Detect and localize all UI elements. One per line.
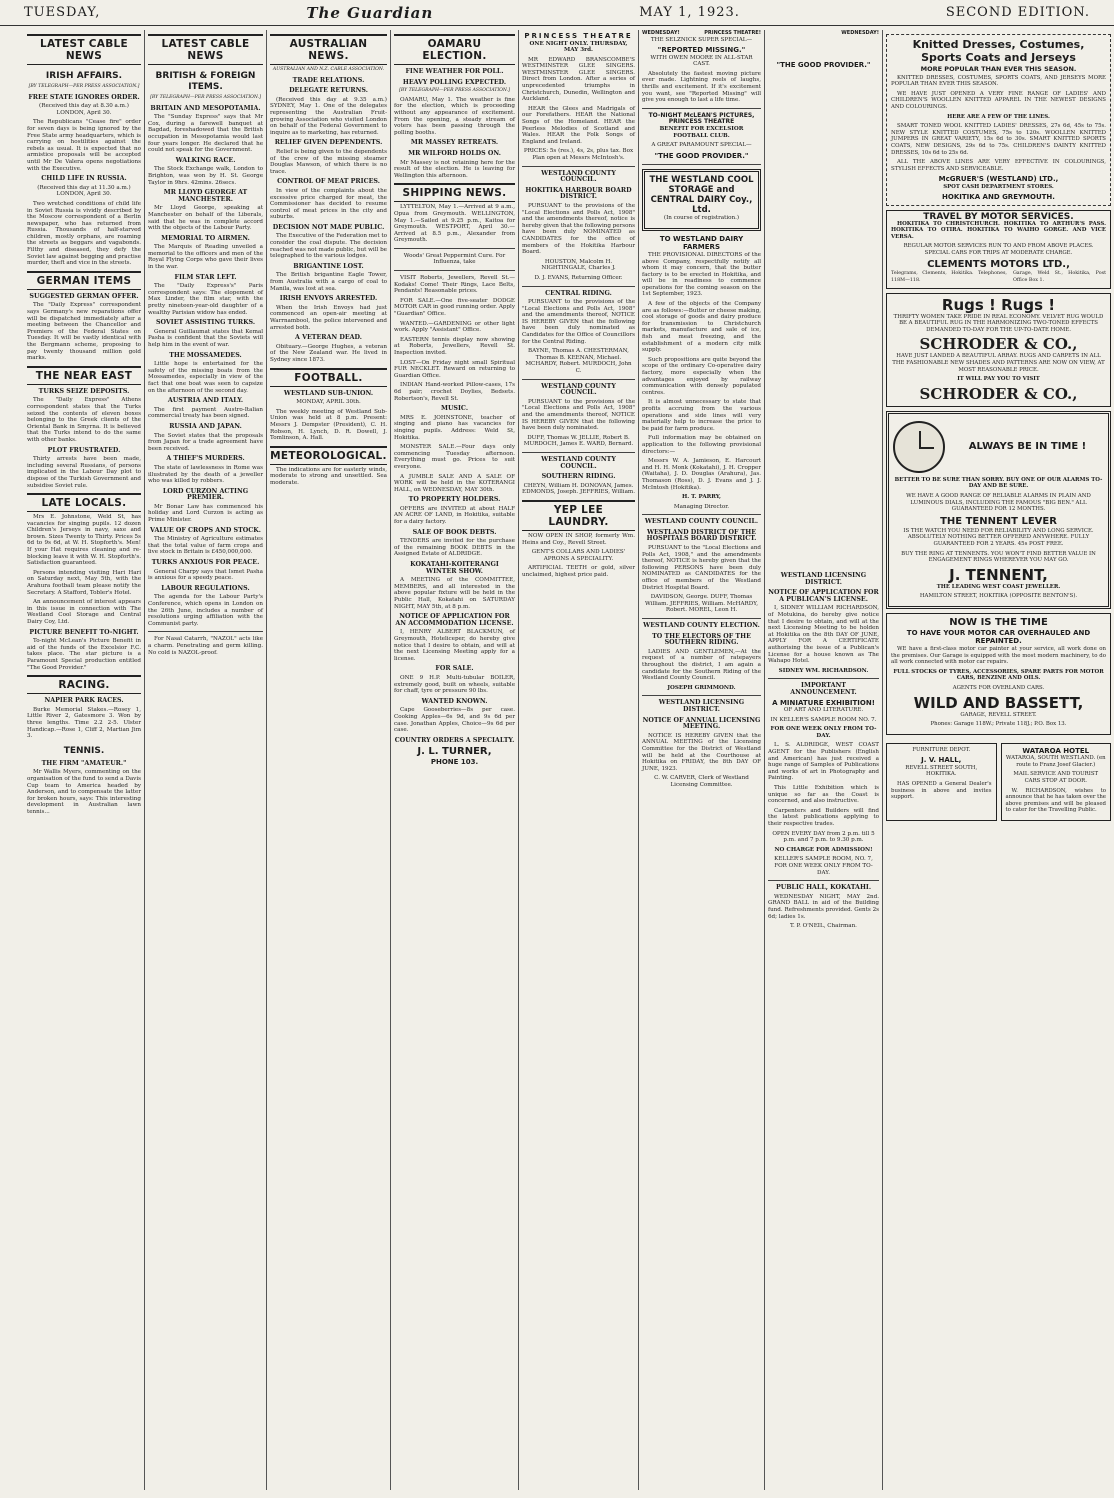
col8-mcgruer: McGRUER'S (WESTLAND) LTD., — [938, 175, 1059, 184]
col6-wcs-body: THE PROVISIONAL DIRECTORS of the above Company, respectfully notify all whom it may concern, that the butter factory is to be erected in Hokitika, and will be in readiness to commence operations for the coming season on the 1st September, 1923. — [642, 251, 761, 298]
col2-s5-body: The "Daily Express's" Paris correspondent says: The elopement of Max Linder, the film star, with the pretty nineteen-year-old daughter of a wealthy Parisian widow has ended. — [148, 283, 263, 316]
col2-s1-body: The "Sunday Express" says that Mr Cox, during a farewell banquet at Bagdad, foreshadowed that the British occupation in Mesopotamia would last four years longer. He declared that he could not speak for the Government. — [148, 114, 263, 154]
col3-s3-body: In view of the complaints about the excessive price charged for meat, the Commissioner has decided to resume control of meat prices in the city and suburbs. — [270, 187, 387, 221]
masthead-edition: SECOND EDITION. — [945, 5, 1090, 20]
col7-mini-sub: OF ART AND LITERATURE. — [783, 707, 864, 714]
col4-sub2: HEAVY POLLING EXPECTED. — [402, 78, 507, 86]
col8-mcgruer-loc: HOKITIKA AND GREYMOUTH. — [942, 193, 1055, 202]
col5-wcc2-names: BAYNE, Thomas A. CHESTERMAN, Thomas B. KEENAN, Michael. MCHARDY, Robert. MURDOCH, John C. — [525, 348, 632, 375]
col1-heading: LATEST CABLE NEWS — [27, 34, 141, 65]
col1-s2-dateline: (Received this day at 11.30 a.m.) LONDON, April 30. — [37, 184, 131, 198]
col1-sub: IRISH AFFAIRS. — [45, 71, 123, 81]
col3-s5: BRIGANTINE LOST. — [293, 262, 364, 270]
col5-rule-4 — [522, 452, 635, 453]
col2-s13-body: General Charpy says that Ismet Pasha is anxious for a speedy peace. — [148, 568, 263, 582]
col4-shipping: SHIPPING NEWS. — [394, 183, 515, 202]
col4-turner-phone: PHONE 103. — [430, 758, 479, 767]
col2-s8-body: The first payment Austro-Italian commercial treaty has been signed. — [148, 406, 263, 420]
col6-top-body: Absolutely the fastest moving picture ever made. Lightning reels of laughs, thrills and excitement. If it's excitement you want, see "Reported Missing" will give you enough to last a life time. — [642, 70, 761, 104]
column-8 — [882, 30, 1114, 1490]
col6-wcs-sign: H. T. PARRY, — [682, 494, 721, 501]
col3-s6: IRISH ENVOYS ARRESTED. — [279, 295, 378, 303]
col6-rule-3 — [642, 514, 761, 515]
col8-hall-body: HAS OPENED a General Dealer's business in above and invites support. — [891, 780, 992, 801]
col7-public-sign: T. P. O'NEIL, Chairman. — [790, 923, 857, 930]
col4-sale-debts: SALE OF BOOK DEBTS. — [412, 528, 497, 536]
col2-s3: MR LLOYD GEORGE AT MANCHESTER. — [163, 189, 248, 203]
column-2 — [144, 30, 266, 1490]
col5-theatre: PRINCESS THEATRE — [524, 32, 633, 40]
column-5 — [518, 30, 638, 1490]
col6-top3: WEDNESDAY! — [841, 30, 879, 36]
col7-rule-1 — [768, 678, 879, 679]
col2-s3-body: Mr Lloyd George, speaking at Manchester on behalf of the Liberals, said that he was in complete accord with the objects of the Labour Party. — [148, 205, 263, 232]
col8-schroder-body: HAVE JUST LANDED A BEAUTIFUL ARRAY. RUGS AND CARPETS IN ALL THE FASHIONABLE NEW SHADES AND PATTERNS ARE NOW ON VIEW, AT MOST REASONABLE PRICE. — [892, 353, 1105, 373]
col5-rule-3 — [522, 379, 635, 380]
col1-tennis: TENNIS. — [63, 745, 105, 756]
col7-mini-sign: KELLER'S SAMPLE ROOM, NO. 7, FOR ONE WEEK ONLY FROM TO-DAY. — [774, 856, 873, 876]
col5-wcc4-sub: SOUTHERN RIDING. — [541, 473, 616, 481]
col1-picture: PICTURE BENEFIT TO-NIGHT. — [29, 628, 139, 636]
col4-winter: KOKATAHI-KOITERANGI WINTER SHOW. — [410, 561, 499, 575]
col5-rule-2 — [522, 286, 635, 287]
col7-mini-when: FOR ONE WEEK ONLY FROM TO-DAY. — [770, 726, 877, 739]
col1-picture-body: To-night McLean's Picture Benefit in aid of the funds of the Excelsior F.C. takes place. The star picture is a Paramount Special production entitled "The Good Provider." — [27, 638, 141, 671]
col8-wataroa-box — [1001, 743, 1112, 821]
col8-clements-sub: Telegrams, Clements, Hokitika. Telephones, 118M—118. — [891, 271, 1007, 284]
col8-tennent-body: IS THE WATCH YOU NEED FOR RELIABILITY AND LONG SERVICE. ABSOLUTELY NOTHING BETTER OFFERED ANYWHERE. FULLY GUARANTEED FOR 2 YEARS. 45s POST FREE. — [903, 527, 1094, 547]
col6-wcs-names: Messrs W. A. Jamieson, E. Harcourt and H. H. Monk (Kokatahi), J. H. Cropper (Waitaha), J. D. Douglas (Arahura), Jas. Thomason (Ross), D. J. Evans and J. J. McIntosh (Hokitika). — [642, 458, 761, 491]
col7-rule-2 — [768, 880, 879, 881]
col4-rule-1 — [394, 248, 515, 249]
col8-travel-box — [886, 210, 1111, 289]
column-3 — [266, 30, 390, 1490]
col7-important: IMPORTANT ANNOUNCEMENT. — [790, 682, 857, 696]
col5-wcc1: WESTLAND COUNTY COUNCIL. — [541, 169, 616, 184]
col2-s10: A THIEF'S MURDERS. — [166, 455, 245, 463]
col1-german-sub: SUGGESTED GERMAN OFFER. — [29, 292, 139, 300]
col6-licensing-sign: C. W. CARVER, Clerk of Westland Licensing Committee. — [654, 775, 749, 788]
col2-s14-body: The agenda for the Labour Party's Conference, which opens in London on the 26th June, includes a number of resolutions urging affiliation with the Communist party. — [148, 594, 263, 627]
col3-s7: A VETERAN DEAD. — [295, 334, 362, 342]
col6-rule-2 — [642, 164, 761, 165]
masthead-date: MAY 1, 1923. — [639, 5, 740, 20]
col6-top2: PRINCESS THEATRE! — [704, 30, 761, 36]
col4-body: OAMARU, May 1. The weather is fine for the election, which is proceeding without any appearance of excitement. From the opening, a steady stream of voters has been passing through the polling booths. — [394, 96, 515, 136]
col1-german: GERMAN ITEMS — [27, 271, 141, 290]
col2-s4-body: The Marquis of Reading unveiled a memorial to the officers and men of the Royal Flying Corps who gave their lives in the war. — [148, 244, 263, 271]
col4-ad9: A JUMBLE SALE AND A SALE OF WORK will be held in the KOTERANGI HALL, on WEDNESDAY, MAY 30th. — [394, 473, 515, 493]
col2-s6-body: General Guillaumat states that Kemal Pasha is confident that the Soviets will help him in the event of war. — [148, 328, 263, 348]
col4-s3-body: Mr Massey is not retaining here for the result of the election. He is leaving for Wellington this afternoon. — [394, 159, 515, 179]
col8-hall: J. V. HALL, — [921, 756, 962, 765]
col4-forsale-body: ONE 9 H.P. Multi-tubular BOILER, extremely good, built on wheels, suitable for chaff, tyre or pressure 90 lbs. — [394, 674, 515, 695]
col5-wcc1-signed: D. J. EVANS, Returning Officer. — [534, 274, 623, 281]
col1-s1-dateline: (Received this day at 8.30 a.m.) LONDON, April 30. — [39, 103, 129, 116]
col6-rule-1 — [642, 108, 761, 109]
col6-top1: WEDNESDAY! — [642, 30, 680, 36]
col4-ad6: LOST—On Friday night small Spiritual FUR NECKLET. Reward on returning to Guardian Office. — [394, 359, 515, 379]
col8-travel: TRAVEL BY MOTOR SERVICES. — [923, 211, 1074, 222]
col5-wcc1-names: HOUSTON, Malcolm H. NIGHTINGALE, Charles J. — [541, 258, 616, 272]
col6-wcs-sub: (In course of registration.) — [663, 215, 740, 222]
col4-heading: OAMARU ELECTION. — [394, 34, 515, 65]
col4-crockery: COUNTRY ORDERS A SPECIALTY. — [394, 736, 515, 744]
col8-hall-sub: REVELL STREET SOUTH, HOKITIKA. — [905, 764, 978, 778]
alarm-clock-icon — [893, 421, 945, 473]
col6-hbd-body: PURSUANT to the "Local Elections and Polls Act, 1908," and the amendments thereof, NOTICE is hereby given that the following PERSONS have been duly NOMINATED as CANDIDATES for the office of members of the Westland District Hospital Board. — [642, 545, 761, 591]
col2-s8: AUSTRIA AND ITALY. — [167, 397, 244, 405]
col1-german-body: The "Daily Express" correspondent says Germany's new reparations offer will be dispatched immediately after a meeting between the Chancellor and Premiers of the Federal States on Tuesday. It will be vastly identical with the Bergmann scheme, proposing to pay twenty thousand million gold marks. — [27, 302, 141, 362]
col7-lic-sign: SIDNEY WM. RICHARDSON. — [778, 667, 869, 674]
col2-s14: LABOUR REGULATIONS. — [161, 584, 250, 592]
col2-s2: WALKING RACE. — [175, 156, 236, 164]
col5-theatre-list: HEAR the Glees and Madrigals of our Forefathers. HEAR the National Songs of the Homeland. HEAR the Peerless Melodies of Scotland and Wales. HEAR the Folk Songs of England and Ireland. — [522, 105, 635, 145]
col4-ad5: EASTERN tennis display now showing at Roberts, Jewellers, Revell St. Inspection invited. — [394, 336, 515, 356]
col8-knitted-body: WE HAVE JUST OPENED A VERY FINE RANGE OF LADIES' AND CHILDREN'S WOOLLEN KNITTED APPAREL IN THE NEWEST DESIGNS AND COLOURINGS. — [891, 90, 1106, 110]
col2-s5: FILM STAR LEFT. — [174, 273, 237, 281]
col1-racing-sub: NAPIER PARK RACES. — [44, 697, 124, 705]
col7-mini-nocharge: NO CHARGE FOR ADMISSION! — [774, 846, 873, 853]
col1-credit: [BY TELEGRAPH—PER PRESS ASSOCIATION.] — [28, 84, 140, 89]
col6-elect-body: LADIES AND GENTLEMEN,—At the request of a number of ratepayers throughout the district, I am again a candidate for the Southern Riding of the Westland County Council. — [642, 648, 761, 682]
col8-rugs-box — [886, 293, 1111, 407]
col8-now-sub: TO HAVE YOUR MOTOR CAR OVERHAULED AND REPAINTED. — [906, 628, 1091, 646]
col5-wcc1-sub: HOKITIKA HARBOUR BOARD DISTRICT. — [525, 186, 632, 201]
masthead-day: TUESDAY, — [24, 5, 101, 20]
col6-good2: "THE GOOD PROVIDER." — [776, 60, 871, 69]
col6-wcs-box — [642, 169, 761, 231]
col4-notice: NOTICE OF APPLICATION FOR AN ACCOMMODATION LICENSE. — [395, 613, 514, 627]
col4-rule-2 — [394, 270, 515, 271]
column-6 — [638, 30, 764, 1490]
col6-wcs-to: TO WESTLAND DAIRY FARMERS — [659, 234, 744, 252]
col8-always-sub: BETTER TO BE SURE THAN SORRY. BUY ONE OF OUR ALARMS TO-DAY AND BE SURE. — [894, 476, 1103, 490]
col6-hbd-sub: WESTLAND DISTRICT OF THE HOSPITALS BOARD DISTRICT. — [646, 528, 757, 543]
col8-tennent-body2: BUY THE RING AT TENNENTS. YOU WON'T FIND BETTER VALUE IN ENGAGEMENT RINGS WHEREVER YOU MAY GO. — [901, 550, 1096, 564]
column-1 — [24, 30, 144, 1490]
col2-s7-body: Little hope is entertained for the safety of the missing boats from the Mossamedes, especially in view of the fact that one boat was seen to capsize on the afternoon of the second day. — [148, 361, 263, 394]
col4-ad8: MONSTER SALE.—Four days only commencing Tuesday afternoon. Everything must go. Prices to suit everyone. — [394, 444, 515, 470]
col6-licensing: WESTLAND LICENSING DISTRICT. — [658, 699, 745, 713]
col8-wataroa-body: MAIL SERVICE AND TOURIST CARS STOP AT DOOR. — [1013, 771, 1099, 784]
col8-tennent-name: J. TENNENT, — [949, 565, 1048, 584]
col8-clements: CLEMENTS MOTORS LTD., — [927, 259, 1070, 271]
col2-heading: LATEST CABLE NEWS — [148, 34, 263, 65]
col6-rule-4 — [642, 618, 761, 619]
col7-mini-body3: Carpenters and Builders will find the latest publications applying to their respective trades. — [768, 807, 879, 827]
col6-wcs-body2: A few of the objects of the Company are as follows:—Butter or cheese making, cool storage of goods and dairy produce for transmission to Christchurch markets, manufacture and sale of ice, fish and meat freezing, and the establishment of a modern city milk supply. — [642, 301, 761, 354]
col3-fb-sub: WESTLAND SUB-UNION. — [283, 389, 374, 397]
col6-tonight: TO-NIGHT McLEAN'S PICTURES, PRINCESS THEATRE — [648, 111, 755, 126]
col8-wild-sub2: Phones: Garage 118W.; Private 118J.; P.O. Box 13. — [930, 721, 1067, 728]
col7-mini-body2: This Little Exhibition which is unique so far as the Coast is concerned, and also instructive. — [768, 785, 879, 805]
col8-travel-list: HOKITIKA TO CHRISTCHURCH. HOKITIKA TO ARTHUR'S PASS. HOKITIKA TO OTIRA. HOKITIKA TO WAIHO GORGE. AND VICE VERSA. — [891, 220, 1106, 240]
col6-wcs-title: THE WESTLAND COOL STORAGE and CENTRAL DAIRY Coy., Ltd. — [649, 175, 754, 216]
col1-ne-body2: Thirty arrests have been made, including several Russians, of persons implicated in the Labour Day plot to dispose of the Turkish Government and subsidise Soviet rule. — [27, 456, 141, 489]
col1-s1-body: The Republicans "Cease fire" order for seven days is being ignored by the Free State army headquarters, which is carrying on hostilities against the rebels as usual. It is expected that no armistice proposals will be accepted until Mr De Valera opens negotiations with the Executive. — [27, 119, 141, 172]
col1-ne-sub2: PLOT FRUSTRATED. — [47, 446, 121, 454]
col8-schroder: SCHRODER & CO., — [919, 335, 1078, 354]
col4-tender-body: OFFERS are INVITED at about HALF AN ACRE OF LAND, in Hokitika, suitable for a dairy factory. — [394, 505, 515, 526]
col3-s3: CONTROL OF MEAT PRICES. — [277, 178, 380, 186]
col8-rugs-body: THRIFTY WOMEN TAKE PRIDE IN REAL ECONOMY. VELVET RUG WOULD BE A BEAUTIFUL RUG IN THE HARMONIZING TWO-TONED EFFECTS DEMANDED TO-DAY FOR THE UP-TO-DATE HOME. — [893, 313, 1104, 333]
col8-wataroa: WATAROA HOTEL — [1022, 746, 1090, 755]
col8-knitted: Knitted Dresses, Costumes, Sports Coats and Jerseys — [912, 38, 1085, 64]
col6-tonight2: BENEFIT FOR EXCELSIOR FOOTBALL CLUB. — [659, 126, 744, 139]
col7-spacer — [768, 69, 879, 569]
col4-music: MUSIC. — [440, 405, 469, 413]
col2-s11: LORD CURZON ACTING PREMIER. — [162, 487, 249, 502]
col5-wcc3: WESTLAND COUNTY COUNCIL. — [541, 382, 616, 397]
col4-winter-body: A MEETING of the COMMITTEE, MEMBERS, and all interested in the above popular fixture will be held in the Public Hall, Kokatahi on SATURDAY NIGHT, MAY 5th, at 8 p.m. — [394, 577, 515, 610]
col3-s7-body: Obituary.—George Hughes, a veteran of the New Zealand war. He lived in Sydney since 1873. — [270, 343, 387, 363]
col1-near-east: THE NEAR EAST — [27, 366, 141, 385]
col8-rugs: Rugs ! Rugs ! — [941, 295, 1056, 314]
col2-s10-body: The state of lawlessness in Rome was illustrated by the death of a jeweller who was killed by robbers. — [148, 464, 263, 485]
col8-schroder-pay: IT WILL PAY YOU TO VISIT — [957, 376, 1040, 383]
masthead — [0, 0, 1114, 26]
col4-ship-body: LYTTELTON, May 1.—Arrived at 9 a.m., Opua from Greymouth. WELLINGTON, May 1.—Sailed at 9.25 p.m., Kaitoa for Greymouth. WESTPORT, April 30.—Arrived at 8.5 p.m., Alexander from Greymouth. — [394, 204, 515, 244]
col8-always-body: WE HAVE A GOOD RANGE OF RELIABLE ALARMS IN PLAIN AND LUMINOUS DIALS, INCLUDING THE FAMOUS "BIG BEN." ALL GUARANTEED FOR 12 MONTHS. — [906, 493, 1091, 513]
col8-knitted-list: KNITTED DRESSES, COSTUMES, SPORTS COATS, AND JERSEYS MORE POPULAR THAN EVER THIS SEASON. — [891, 74, 1106, 88]
col2-s6: SOVIET ASSISTING TURKS. — [155, 319, 256, 327]
col4-s3: MR WILFORD HOLDS ON. — [408, 149, 501, 157]
col3-meteor-body: The indications are for easterly winds, moderate to strong and unsettled. Sea moderate. — [270, 466, 387, 486]
col3-s1: TRADE RELATIONS. — [292, 76, 365, 84]
col1-s2-body: Two wretched conditions of child life in Soviet Russia is vividly described by the Moscow correspondent of a Berlin newspaper, who has returned from Russia. Thousands of half-starved children, mostly orphans, are roaming the streets as beggars and vagabonds. Filthy and diseased, they defy the Soviet law against begging and practise murder, theft and vice in the streets. — [27, 200, 141, 267]
col4-tender-title: TO PROPERTY HOLDERS. — [408, 496, 501, 504]
col5-teeth: ARTIFICIAL TEETH or gold, silver unclaimed, highest price paid. — [522, 565, 635, 578]
col6-wcs-body5: Full information may be obtained on application to the following provisional directors:— — [642, 435, 761, 455]
col1-racing-body: Burke Memorial Stakes.—Rosey 1, Little River 2, Gatesmore 3. Won by three lengths. Time 2.2 2-5. Ulster Handicap.—Rose 1, Cliff 2, Martian Jim 3. — [27, 706, 141, 740]
col5-theatre-sub: ONE NIGHT ONLY. THURSDAY, MAY 3rd. — [529, 40, 628, 54]
col5-wcc3-body: PURSUANT to the provisions of the "Local Elections and Polls Act, 1908" and the amendments thereof, NOTICE IS HEREBY GIVEN that the following have been duly nominated. — [522, 398, 635, 432]
col4-wanted-body: Cape Gooseberries—8s per case. Cooking Apples—6s 9d, and 9s 6d per case. Jonathan Apples, Choice—9s 6d per case. — [394, 707, 515, 734]
col8-clements-sub2: Garage, Weld St., Hokitika, Post Office Box 1. — [1012, 271, 1106, 284]
col3-s4: DECISION NOT MADE PUBLIC. — [272, 223, 385, 231]
col2-s15: For Nasal Catarrh, "NAZOL" acts like a charm. Penetrating and germ killing. No cold is NAZOL-proof. — [148, 636, 263, 656]
col1-ne-body: The "Daily Express" Athens correspondent states that the Turks seized the contents of eleven boxes belonging to the Greek clients of the Oriental Bank in Smyrna. It is believed that the Turks intend to do the same with other banks. — [27, 397, 141, 443]
col5-wcc4-names: CHEYN, William H. DONOVAN, James. EDMONDS, Joseph. JEFFRIES, William. — [522, 482, 635, 496]
col5-yep-body: NOW OPEN IN SHOP, formerly Wm. Heins and Coy., Revell Street. — [522, 532, 635, 546]
col4-ad1: Woods' Great Peppermint Cure. For Influenza, take — [403, 252, 506, 266]
col8-now-box — [886, 613, 1111, 735]
col3-s1b: DELEGATE RETURNS. — [289, 87, 368, 95]
col8-now: NOW IS THE TIME — [949, 616, 1048, 628]
col8-wild-sub: GARAGE, REVELL STREET. — [960, 711, 1037, 718]
col1-s2: CHILD LIFE IN RUSSIA. — [41, 175, 127, 183]
col4-ad7: INDIAN Hand-worked Pillow-cases, 17s 6d pair; crochet Doylies, Bedsets. Robertson's, Revell St. — [394, 382, 515, 402]
col6-elect-sign: JOSEPH GRIMMOND. — [667, 684, 736, 691]
col3-s1-body: (Received this day at 9.35 a.m.) SYDNEY, May 1. One of the delegates representing the Australian Fruit-growing Association who visited London on behalf of the Federal Government to inquire as to marketing, has returned. — [270, 96, 387, 136]
col5-wcc2-body: PURSUANT to the provisions of the "Local Elections and Polls Act, 1908" and the amendments thereof, NOTICE IS HEREBY GIVEN that the following have been duly nominated as Candidates for the Office of Councillors for the Central Riding. — [522, 299, 635, 345]
col8-knitted-items: SMART TONED WOOL KNITTED LADIES' DRESSES, 27s 6d, 45s to 75s. NEW STYLE KNITTED COSTUMES, 75s to 120s. WOOLLEN KNITTED JUMPERS IN GREAT VARIETY, 15s 6d to 30s. SMART KNITTED SPORTS COATS, NEW DESIGNS, 29s 6d to 75s. CHILDREN'S DAINTY KNITTED DRESSES, 10s 6d to 25s 6d. — [891, 123, 1106, 156]
col4-music-body: MRS E. JOHNSTONE, teacher of singing and piano has vacancies for singing pupils. Address: Weld St, Hokitika. — [394, 414, 515, 441]
col8-clements-contact — [891, 271, 1106, 284]
col4-ad2: VISIT Roberts, Jewellers, Revell St.—Kodaks! Come! Their Rings, Lace Belts, Pendants! Reasonable prices. — [394, 275, 515, 295]
col8-now-body2: FULL STOCKS OF TYRES, ACCESSORIES, SPARE PARTS FOR MOTOR CARS, BENZINE AND OILS. — [893, 668, 1104, 682]
col8-schroder2: SCHRODER & CO., — [919, 384, 1078, 403]
col8-tennent-box — [886, 411, 1111, 609]
col4-sub1: FINE WEATHER FOR POLL. — [405, 68, 504, 75]
col4-turner: J. L. TURNER, — [417, 746, 492, 758]
col8-travel-body: REGULAR MOTOR SERVICES RUN TO AND FROM ABOVE PLACES. SPECIAL CARS FOR TRIPS AT MODERATE CHARGE. — [903, 243, 1094, 256]
col2-s9: RUSSIA AND JAPAN. — [169, 422, 242, 430]
col6-top-sub: THE SELZNICK SUPER SPECIAL— — [650, 36, 753, 43]
col5-yep: YEP LEE LAUNDRY. — [522, 500, 635, 531]
col4-notice-body: I, HENRY ALBERT BLACKMUN, of Greymouth, Hoteliceper, do hereby give notice that I desire to obtain, and will at the next Licensing Meeting apply for a license. — [394, 629, 515, 662]
col5-yep-body2: GENT'S COLLARS AND LADIES' APRONS A SPECIALITY. — [531, 549, 626, 562]
col2-credit: [BY TELEGRAPH—PER PRESS ASSOCIATION.] — [150, 95, 261, 100]
col7-top-row — [768, 30, 879, 37]
col1-locals-body: Mrs E. Johnstone, Weld St, has vacancies for singing pupils. 12 dozen Children's Jerseys in navy, saxe and brown. Sizes Twenty to Thirty. Prices 5s 6d to 9s 6d, at W. H. Stopforth's. Men! If your Hat requires cleaning and re-blocking leave it with W. H. Stopforth's. Satisfaction guaranteed. — [27, 514, 141, 567]
col6-good: "THE GOOD PROVIDER." — [654, 151, 749, 160]
col7-public: PUBLIC HALL, KOKATAHI. — [775, 884, 872, 892]
col4-wanted: WANTED KNOWN. — [421, 697, 488, 705]
col3-s5-body: The British brigantine Eagle Tower, from Australia with a cargo of coal to Manila, was lost at sea. — [270, 272, 387, 292]
col6-wcs-sign2: Managing Director. — [673, 503, 730, 510]
col3-s2-body: Relief is being given to the dependents of the crew of the missing steamer Douglas Mawson, of which there is no trace. — [270, 148, 387, 175]
col7-lic-sub: NOTICE OF APPLICATION FOR A PUBLICAN'S LICENSE. — [768, 589, 879, 603]
col7-mini-body: L. S. ALDRIDGE, WEST COAST AGENT for the Publishers (English and American) has just received a huge range of Samples of Publications and works of art in Photography and Painting. — [768, 742, 879, 782]
col3-meteor: METEOROLOGICAL. — [270, 446, 387, 465]
col5-wcc4: WESTLAND COUNTY COUNCIL. — [541, 455, 616, 470]
col1-locals-body2: Persons intending visiting Hari Hari on Saturday next, May 5th, with the Arahura football team please notify the Secretary. A Stafford, Tobler's Hotel. — [27, 569, 141, 596]
col3-s6-body: When the Irish Envoys had just commenced an open-air meeting at Warrnambool, the police intervened and arrested both. — [270, 304, 387, 331]
col8-furn: FURNITURE DEPOT. — [912, 746, 971, 753]
col3-football: FOOTBALL. — [270, 368, 387, 387]
col8-wataroa-body2: W. RICHARDSON, wishes to announce that he has taken over the above premises and will be pleased to cater for the Travelling Public. — [1005, 787, 1106, 814]
col6-top-title: "REPORTED MISSING." — [657, 46, 746, 55]
col2-s13: TURKS ANXIOUS FOR PEACE. — [151, 559, 260, 567]
col8-knitted-close: ALL THE ABOVE LINES ARE VERY EFFECTIVE IN COLOURINGS, STYLISH EFFECTS AND SERVICEABLE. — [891, 159, 1106, 172]
col2-s12-body: The Ministry of Agriculture estimates that the total value of farm crops and live stock in Britain is £450,000,000. — [148, 536, 263, 556]
page-columns — [24, 30, 1114, 1490]
col4-forsale: FOR SALE. — [435, 665, 474, 673]
col6-rule-5 — [642, 695, 761, 696]
col5-rule-1 — [522, 166, 635, 167]
col8-always: ALWAYS BE IN TIME ! — [968, 440, 1087, 452]
col7-public-body: WEDNESDAY NIGHT, MAY 2nd. GRAND BALL in aid of the Building fund. Refreshments provided. Gents 2s 6d; ladies 1s. — [768, 893, 879, 920]
col7-lic-title: WESTLAND LICENSING DISTRICT. — [780, 572, 867, 586]
col3-fb-body: The weekly meeting of Westland Sub-Union was held at 8 p.m. Present: Messrs J. Dempster (President), C. H. Robson, H. Lynch, D. R. Dowell, J. Tomlinson, A. Hall. — [270, 408, 387, 442]
col3-credit: AUSTRALIAN AND N.Z. CABLE ASSOCIATION. — [272, 67, 385, 72]
col2-s2-body: The Stock Exchange walk, London to Brighton, was won by H. St. George Taylor in 9hrs. 42mins. 26secs. — [148, 166, 263, 186]
col7-miniature: A MINIATURE EXHIBITION! — [772, 698, 875, 707]
col8-tennent: THE TENNENT LEVER — [940, 515, 1057, 527]
col5-wcc3-names: DUFF, Thomas W. JELLIE, Robert B. MURDOCH, James E. WARD, Bernard. — [523, 434, 634, 448]
col6-top-with: WITH OWEN MOORE IN ALL-STAR CAST. — [650, 54, 753, 68]
col8-wild: WILD AND BASSETT, — [913, 693, 1084, 712]
col8-knitted-few: HERE ARE A FEW OF THE LINES. — [947, 113, 1050, 120]
masthead-paper-title: The Guardian — [306, 3, 434, 22]
col8-now-body: WE have a first-class motor car painter at your service, all work done on the premises. Our Garage is equipped with the most modern machinery, to do all work connected with motor car repairs. — [891, 645, 1106, 666]
col1-tennis-body: Mr Wallis Myers, commenting on the organisation of the fund to send a Davis Cup team to America headed by Anderson, and to compensate the latter for broken hours, says: This interesting development in Australian lawn tennis... — [27, 769, 141, 815]
col6-hbd: WESTLAND COUNTY COUNCIL. — [644, 518, 759, 526]
col2-s11-body: Mr Bonar Law has commenced his holiday and Lord Curzon is acting as Prime Minister. — [148, 503, 263, 524]
col5-wcc1-body: PURSUANT to the provisions of the "Local Elections and Polls Act, 1908" and the amendments thereof, notice is hereby given that the following persons have been duly NOMINATED as CANDIDATES for the office of members of the Hokitika Harbour Board. — [522, 202, 635, 256]
col2-divider — [148, 631, 263, 632]
col8-knitted-sub: MORE POPULAR THAN EVER THIS SEASON. — [920, 65, 1077, 73]
col6-elect-sub: TO THE ELECTORS OF THE SOUTHERN RIDING. — [652, 632, 751, 647]
col6-elect: WESTLAND COUNTY ELECTION. — [643, 622, 760, 629]
col8-mcgruer-sub: SPOT CASH DEPARTMENT STORES. — [943, 183, 1054, 190]
col7-lic-body: I, SIDNEY WILLIAM RICHARDSON, of Motukina, do hereby give notice that I desire to obtain, and will at the next Licensing Meeting to be holden at Hokitika on the 8th DAY OF JUNE, APPLY FOR A CERTIFICATE authorising the issue of a Publican's License for a house known as The Wahapo Hotel. — [768, 605, 879, 665]
col5-theatre-prices: PRICES: 5s (res.), 4s, 2s, plus tax. Box Plan open at Messrs McIntosh's. — [523, 148, 634, 161]
col4-sale-body: TENDERS are invited for the purchase of the remaining BOOK DEBTS in the Assigned Estate of ALDRIDGE. — [394, 538, 515, 558]
col6-licensing-body: NOTICE IS HEREBY GIVEN that the ANNUAL MEETING of the Licensing Committee for the District of Westland will be held at the Courthouse at Hokitika on FRIDAY, the 8th DAY OF JUNE, 1923. — [642, 732, 761, 772]
col6-top-row — [642, 30, 761, 37]
col2-s7: THE MOSSAMEDES. — [169, 351, 242, 359]
col1-locals: LATE LOCALS. — [27, 493, 141, 512]
col2-s12: VALUE OF CROPS AND STOCK. — [150, 526, 261, 534]
column-4 — [390, 30, 518, 1490]
col4-credit: [BY TELEGRAPH—PER PRESS ASSOCIATION.] — [399, 88, 510, 94]
col8-hall-box — [886, 743, 997, 821]
col8-bottom-ads — [886, 739, 1111, 825]
col6-wcs-body3: Such propositions are quite beyond the scope of the ordinary Co-operative dairy factory, more especially when the advantages enjoyed by railway communication with densely populated centres. — [642, 356, 761, 396]
col3-s4-body: The Executive of the Federation met to consider the coal dispute. The decision reached was not made public, but will be telegraphed to the various lodges. — [270, 233, 387, 260]
col7-mini-hours: OPEN EVERY DAY from 2 p.m. till 5 p.m. and 7 p.m. to 9.30 p.m. — [772, 830, 875, 844]
col1-locals-body3: An announcement of interest appears in this issue in connection with The Westland Cool Storage and Central Dairy Coy, Ltd. — [27, 599, 141, 625]
col8-always-row — [893, 417, 1104, 477]
col6-hbd-names: DAVIDSON, George. DUFF, Thomas William. JEFFRIES, William. McHARDY, Robert. MOREL, Leon H. — [644, 594, 758, 614]
col2-s1: BRITAIN AND MESOPOTAMIA. — [150, 104, 261, 112]
col5-wcc2-sub: CENTRAL RIDING. — [545, 289, 612, 297]
col2-sub: BRITISH & FOREIGN ITEMS. — [155, 71, 256, 92]
col1-tennis-sub: THE FIRM "AMATEUR." — [41, 759, 127, 767]
col3-heading: AUSTRALIAN NEWS. — [270, 34, 387, 65]
col4-ad3: FOR SALE.—One five-seater DODGE MOTOR CAR in good running order. Apply "Guardian" Office. — [394, 297, 515, 318]
col5-theatre-body: MR EDWARD BRANSCOMBE'S WESTMINSTER GLEE SINGERS. WESTMINSTER GLEE SINGERS. Direct from London. After a series of unprecedented triumphs in Christchurch, Dunedin, Wellington and Auckland. — [522, 56, 635, 103]
col1-racing: RACING. — [27, 675, 141, 694]
col7-mini-place: IN KELLER'S SAMPLE ROOM NO. 7. — [770, 716, 877, 723]
col1-s1: FREE STATE IGNORES ORDER. — [28, 93, 140, 101]
col2-s4: MEMORIAL TO AIRMEN. — [161, 234, 250, 242]
col4-s2: MR MASSEY RETREATS. — [410, 139, 499, 147]
col1-ne-sub: TURKS SEIZE DEPOSITS. — [38, 387, 130, 395]
col8-tennent-loc: HAMILTON STREET, HOKITIKA (OPPOSITE BENTON'S). — [919, 593, 1078, 600]
col8-tennent-sub: THE LEADING WEST COAST JEWELLER. — [936, 583, 1061, 590]
col3-s2: RELIEF GIVEN DEPENDENTS. — [274, 139, 383, 147]
col2-s9-body: The Soviet states that the proposals from Japan for a trade agreement have been received. — [148, 432, 263, 452]
col8-wataroa-sub: WATAROA, SOUTH WESTLAND. (en route to Franz Josef Glacier.) — [1005, 755, 1106, 768]
column-7 — [764, 30, 882, 1490]
col6-wcs-body4: It is almost unnecessary to state that profits accruing from the various operations and side lines will very materially help to increase the price to be paid for farm produce. — [642, 399, 761, 432]
col8-now-body3: AGENTS FOR OVERLAND CARS. — [952, 684, 1045, 691]
col6-tonight3: A GREAT PARAMOUNT SPECIAL— — [651, 142, 752, 149]
col3-fb-date: MONDAY, APRIL 30th. — [296, 399, 361, 406]
col8-knitted-box — [886, 34, 1111, 206]
col6-licensing-sub: NOTICE OF ANNUAL LICENSING MEETING. — [642, 716, 761, 731]
col4-ad4: WANTED.—GARDENING or other light work. Apply "Assistant" Office. — [394, 320, 515, 334]
